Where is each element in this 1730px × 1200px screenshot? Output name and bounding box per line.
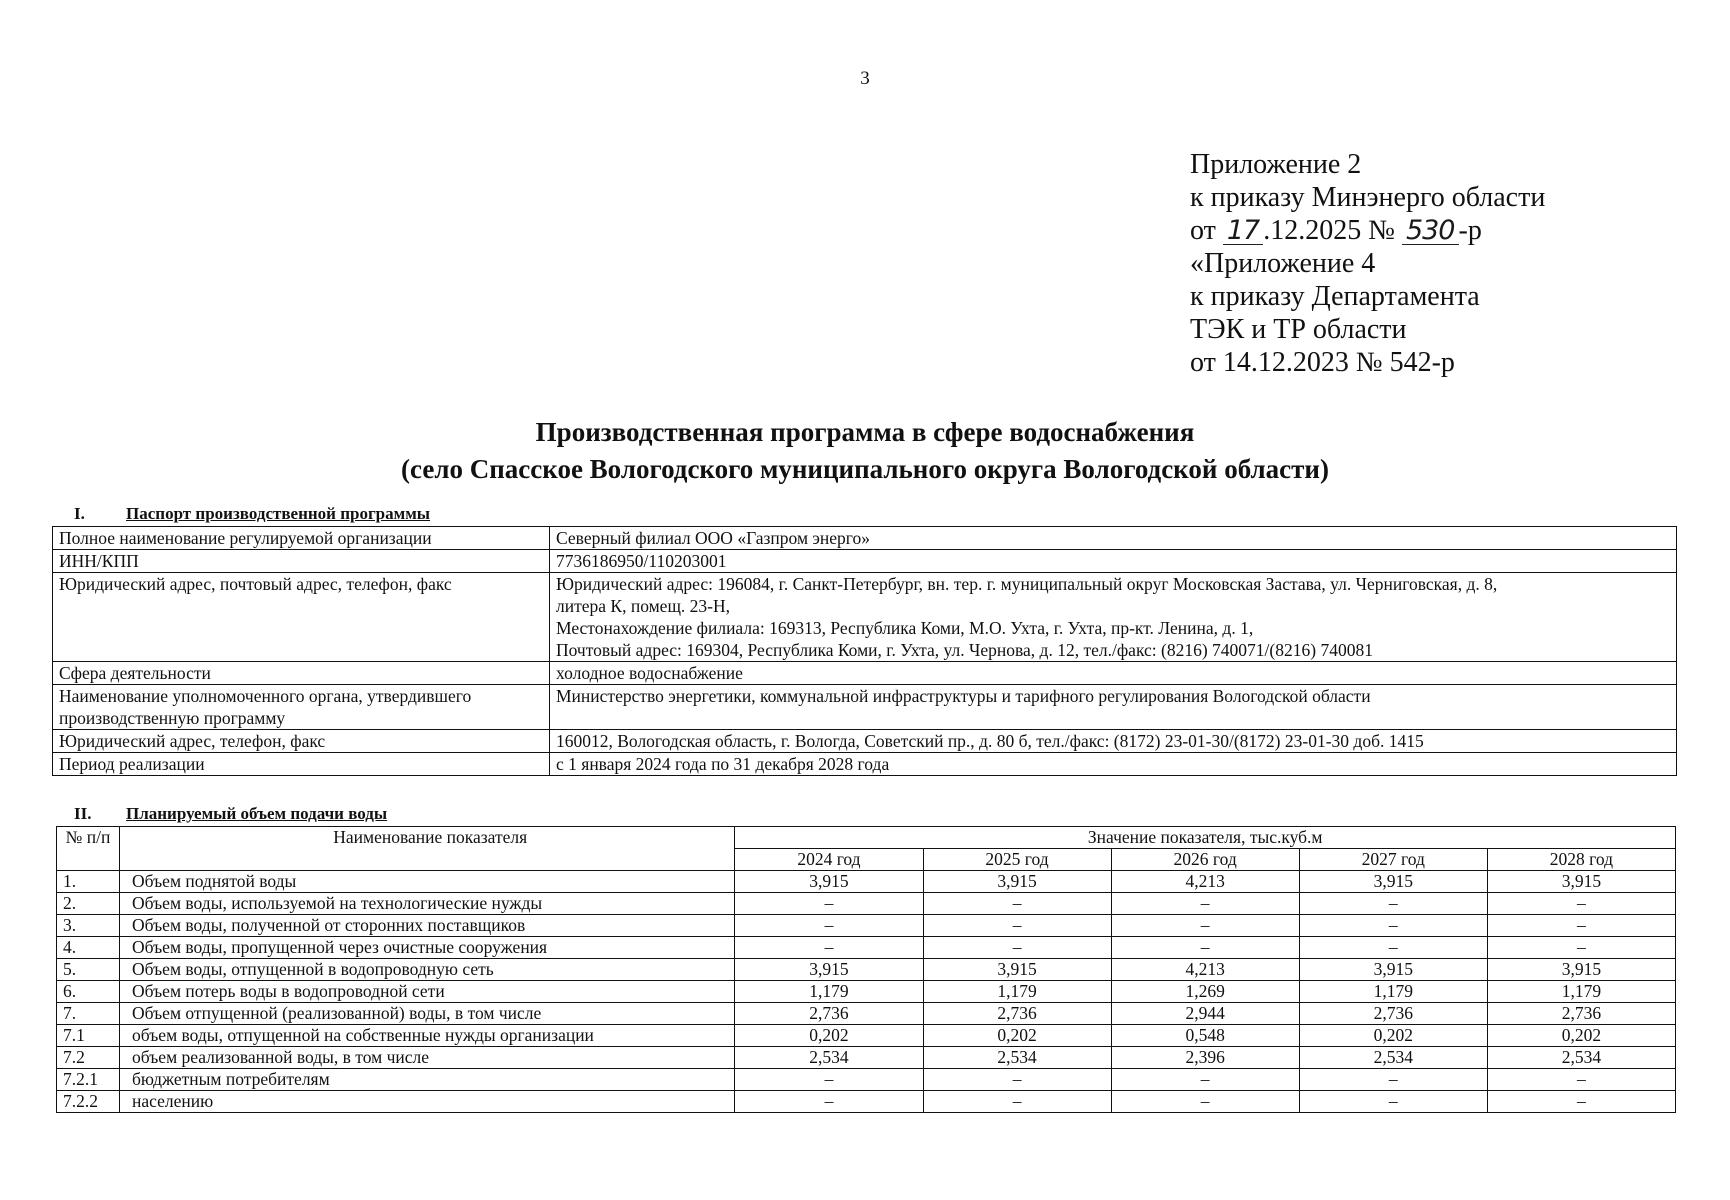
row-number: 7.2.2 [57,1091,120,1113]
row-number: 5. [57,959,120,981]
table-row [53,550,1677,573]
water-volume-table [56,826,1676,1113]
passport-label: Наименование уполномоченного органа, утвердившего производственную программу [53,685,550,730]
appendix-line-5: к приказу Департамента [1190,281,1480,312]
appendix-line-1: Приложение 2 [1190,149,1362,180]
row-indicator-name: Объем воды, используемой на технологические нужды [120,893,735,915]
row-value: – [1299,1069,1487,1091]
passport-value [550,550,1677,573]
row-indicator-name: объем реализованной воды, в том числе [120,1047,735,1069]
passport-label: Период реализации [53,753,550,776]
table-row [57,1047,1676,1069]
row-value: 2,534 [1487,1047,1675,1069]
passport-value [550,753,1677,776]
table-row [57,1025,1676,1047]
table-row [57,959,1676,981]
passport-label: Сфера деятельности [53,662,550,685]
row-indicator-name: населению [120,1091,735,1113]
row-value: – [1111,1091,1299,1113]
passport-value-line: холодное водоснабжение [556,663,743,683]
passport-label: Полное наименование регулируемой организации [53,527,550,550]
row-value: – [1299,937,1487,959]
row-value: 3,915 [1487,871,1675,893]
row-indicator-name: Объем отпущенной (реализованной) воды, в том числе [120,1003,735,1025]
passport-value-line: литера К, помещ. 23-Н, [556,596,731,616]
row-indicator-name: Объем потерь воды в водопроводной сети [120,981,735,1003]
row-number: 7. [57,1003,120,1025]
row-value: 3,915 [735,871,923,893]
header-year: 2024 год [735,849,923,871]
row-value: – [1111,915,1299,937]
row-value: 3,915 [1299,959,1487,981]
page-number: 3 [860,68,870,89]
section-2-heading [74,804,387,824]
row-value: – [1487,893,1675,915]
row-indicator-name: бюджетным потребителям [120,1069,735,1091]
section-1-number: I. [74,504,85,523]
passport-value-line: 7736186950/110203001 [556,551,727,571]
appendix-date-middle: .12.2025 № [1263,215,1395,246]
appendix-line-6: ТЭК и ТР области [1190,314,1407,345]
row-value: – [1111,893,1299,915]
row-value: 0,202 [923,1025,1111,1047]
table-header-row [57,827,1676,849]
row-value: 2,534 [1299,1047,1487,1069]
row-number: 3. [57,915,120,937]
appendix-block [1190,148,1545,379]
passport-label: Юридический адрес, почтовый адрес, телефон, факс [53,573,550,662]
header-year: 2026 год [1111,849,1299,871]
header-name: Наименование показателя [120,827,735,871]
row-value: 0,202 [1299,1025,1487,1047]
table-row [57,937,1676,959]
row-value: 4,213 [1111,871,1299,893]
row-value: – [735,1091,923,1113]
passport-value-line: Юридический адрес: 196084, г. Санкт-Петербург, вн. тер. г. муниципальный округ Московская Застава, ул. Черниговская, д. 8, [556,574,1498,594]
row-value: 0,202 [735,1025,923,1047]
table-row [57,915,1676,937]
row-value: – [1487,915,1675,937]
row-value: – [1487,937,1675,959]
passport-value-line: Северный филиал ООО «Газпром энерго» [556,528,871,548]
row-value: 3,915 [923,959,1111,981]
row-value: 1,179 [923,981,1111,1003]
passport-value [550,662,1677,685]
row-value: – [1487,1091,1675,1113]
row-number: 4. [57,937,120,959]
table-row [53,573,1677,662]
table-row [53,730,1677,753]
row-number: 2. [57,893,120,915]
row-value: – [735,1069,923,1091]
row-number: 7.2.1 [57,1069,120,1091]
section-1-heading [74,504,430,524]
row-value: – [923,893,1111,915]
handwritten-order-number: 530 [1402,218,1459,245]
row-value: 4,213 [1111,959,1299,981]
passport-value [550,573,1677,662]
row-value: 3,915 [923,871,1111,893]
row-value: 1,179 [735,981,923,1003]
row-value: – [735,893,923,915]
appendix-line-3 [1190,214,1545,247]
row-value: 1,179 [1299,981,1487,1003]
row-number: 6. [57,981,120,1003]
row-value: 2,534 [735,1047,923,1069]
passport-value-line: Министерство энергетики, коммунальной инфраструктуры и тарифного регулирования Вологодской области [556,686,1371,706]
appendix-line-7: от 14.12.2023 № 542-р [1190,347,1455,378]
row-value: – [1299,893,1487,915]
row-value: 2,736 [923,1003,1111,1025]
handwritten-day: 17 [1223,218,1263,245]
row-value: 2,944 [1111,1003,1299,1025]
passport-label: ИНН/КПП [53,550,550,573]
row-value: – [735,937,923,959]
passport-value [550,685,1677,730]
row-indicator-name: Объем поднятой воды [120,871,735,893]
table-row [57,893,1676,915]
passport-value-line: Почтовый адрес: 169304, Республика Коми, г. Ухта, ул. Чернова, д. 12, тел./факс: (8216) 740071/(8216) 740081 [556,640,1373,660]
passport-table [52,526,1677,776]
table-row [57,1003,1676,1025]
appendix-date-suffix: -р [1458,215,1482,246]
section-1-title: Паспорт производственной программы [126,504,431,523]
row-value: – [735,915,923,937]
row-indicator-name: Объем воды, отпущенной в водопроводную сеть [120,959,735,981]
header-values: Значение показателя, тыс.куб.м [735,827,1676,849]
row-number: 7.2 [57,1047,120,1069]
row-value: – [923,915,1111,937]
row-indicator-name: объем воды, отпущенной на собственные нужды организации [120,1025,735,1047]
passport-label: Юридический адрес, телефон, факс [53,730,550,753]
passport-value-line: 160012, Вологодская область, г. Вологда, Советский пр., д. 80 б, тел./факс: (8172) 23-01-30/(8172) 23-01-30 доб. 1415 [556,731,1424,751]
row-value: 2,396 [1111,1047,1299,1069]
row-number: 1. [57,871,120,893]
row-value: 1,179 [1487,981,1675,1003]
row-value: 3,915 [735,959,923,981]
table-row [57,1069,1676,1091]
table-row [53,685,1677,730]
table-row [53,753,1677,776]
passport-value-line: с 1 января 2024 года по 31 декабря 2028 года [556,754,890,774]
title-line-2: (село Спасское Вологодского муниципального округа Вологодской области) [401,454,1329,484]
row-value: 3,915 [1487,959,1675,981]
row-value: – [923,1091,1111,1113]
row-value: – [1487,1069,1675,1091]
table-row [57,1091,1676,1113]
appendix-line-2: к приказу Минэнерго области [1190,182,1546,213]
header-year: 2028 год [1487,849,1675,871]
row-value: – [1299,915,1487,937]
table-row [53,662,1677,685]
passport-value [550,527,1677,550]
document-title [0,414,1730,488]
appendix-line-4: «Приложение 4 [1190,248,1376,279]
table-row [57,871,1676,893]
header-year: 2027 год [1299,849,1487,871]
row-value: 0,202 [1487,1025,1675,1047]
row-value: 2,736 [735,1003,923,1025]
section-2-number: II. [74,804,92,823]
row-value: 0,548 [1111,1025,1299,1047]
title-line-1: Производственная программа в сфере водоснабжения [535,417,1195,447]
row-value: 3,915 [1299,871,1487,893]
header-year: 2025 год [923,849,1111,871]
row-value: – [923,1069,1111,1091]
row-value: – [1299,1091,1487,1113]
appendix-date-prefix: от [1190,215,1216,246]
row-indicator-name: Объем воды, полученной от сторонних поставщиков [120,915,735,937]
row-value: 2,736 [1299,1003,1487,1025]
row-value: – [1111,937,1299,959]
table-row [53,527,1677,550]
row-value: 1,269 [1111,981,1299,1003]
row-value: – [923,937,1111,959]
header-num: № п/п [57,827,120,871]
section-2-title: Планируемый объем подачи воды [126,804,388,823]
row-value: 2,736 [1487,1003,1675,1025]
row-value: – [1111,1069,1299,1091]
passport-value [550,730,1677,753]
row-value: 2,534 [923,1047,1111,1069]
row-number: 7.1 [57,1025,120,1047]
passport-value-line: Местонахождение филиала: 169313, Республика Коми, М.О. Ухта, г. Ухта, пр-кт. Ленина, д. 1, [556,618,1254,638]
row-indicator-name: Объем воды, пропущенной через очистные сооружения [120,937,735,959]
table-row [57,981,1676,1003]
